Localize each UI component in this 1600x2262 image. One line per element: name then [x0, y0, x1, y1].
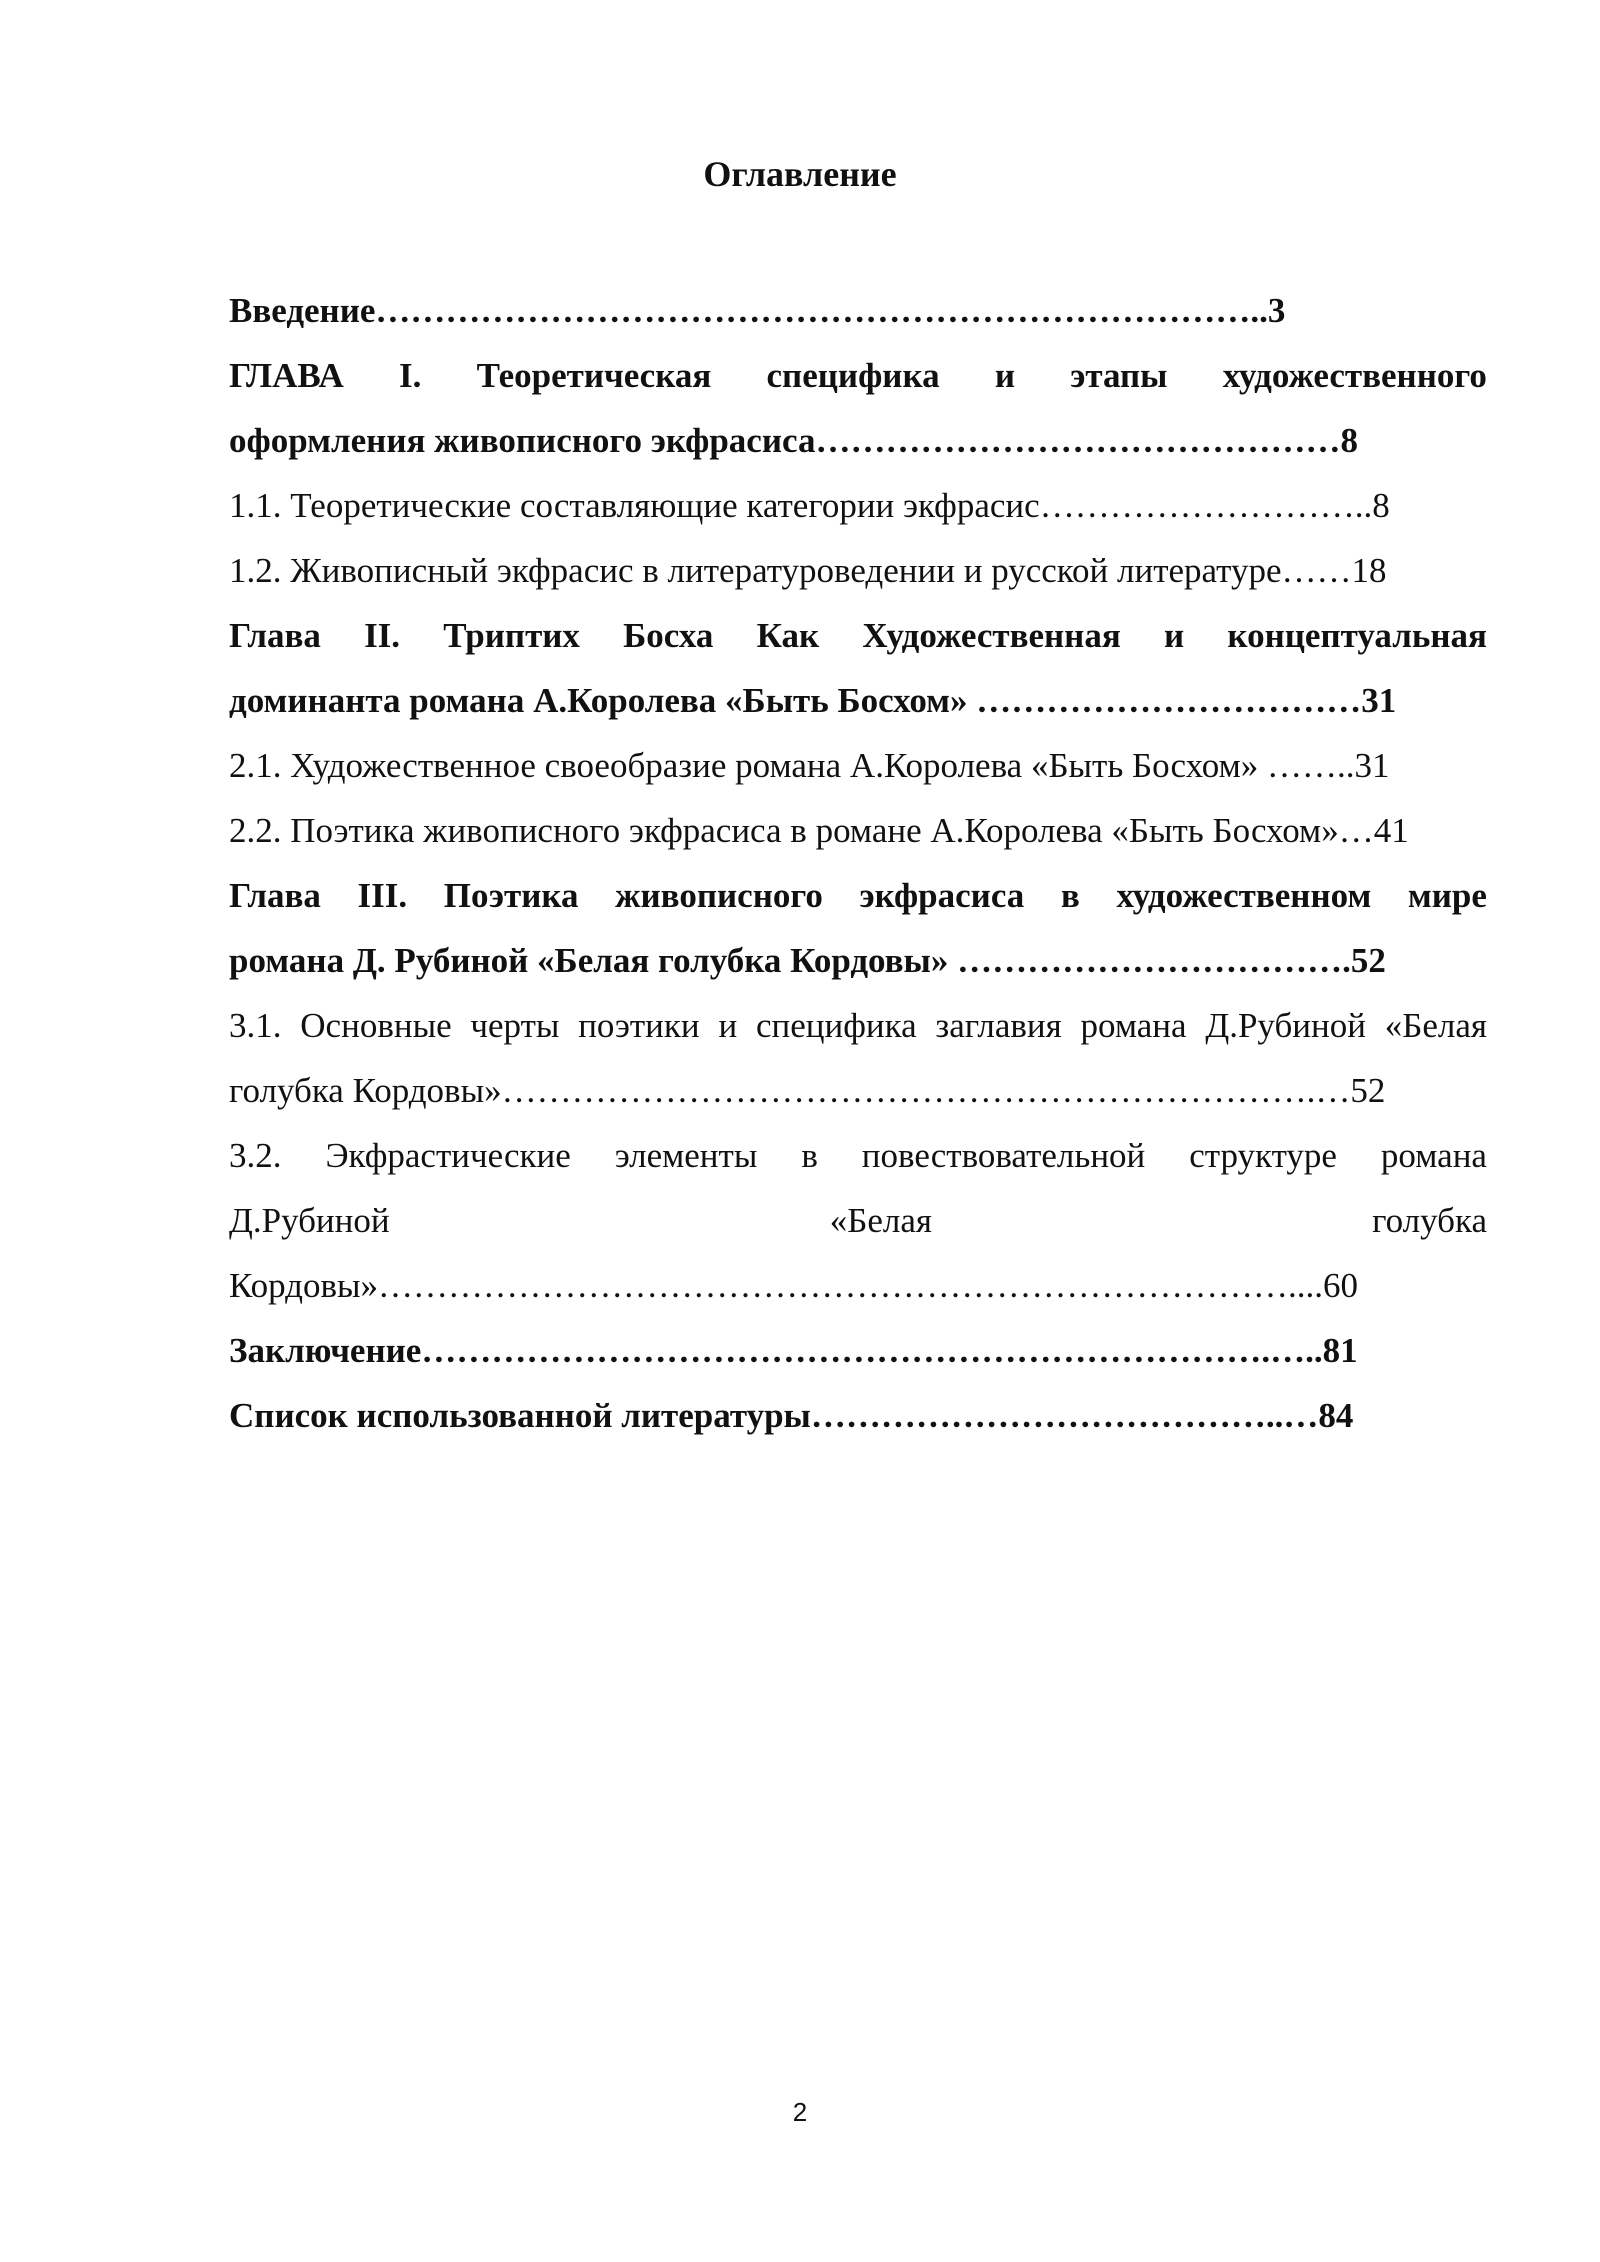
toc-word: Глава	[229, 616, 321, 655]
toc-word: поэтики	[578, 1006, 700, 1045]
toc-word: элементы	[614, 1136, 758, 1175]
toc-word: Поэтика	[443, 876, 579, 915]
toc-word: 3.1.	[229, 1006, 282, 1045]
toc-line: романа Д. Рубиной «Белая голубка Кордовы» …………………………….52	[229, 941, 1386, 980]
toc-word: в	[1060, 876, 1080, 915]
toc-line: 1.1. Теоретические составляющие категории экфрасис………………………..8	[229, 486, 1390, 525]
page-number: 2	[792, 2097, 808, 2127]
toc-word: Художественная	[862, 616, 1121, 655]
toc-word: Глава	[229, 876, 321, 915]
toc-word: и	[994, 356, 1015, 395]
toc-word: Как	[756, 616, 820, 655]
toc-word: заглавия	[935, 1006, 1062, 1045]
toc-word: романа	[1080, 1006, 1187, 1045]
toc-word: мире	[1407, 876, 1487, 915]
toc-line: голубка Кордовы»…………………………………………………………….…52	[229, 1071, 1386, 1110]
toc-line: Заключение……………………………………………………………….…..81	[229, 1331, 1358, 1370]
toc-word: Теоретическая	[476, 356, 712, 395]
toc-line: Введение…………………………………………………………………..3	[229, 291, 1286, 330]
toc-word: специфика	[755, 1006, 917, 1045]
toc-word: этапы	[1070, 356, 1168, 395]
toc-word: II.	[364, 616, 401, 655]
toc-word: Основные	[300, 1006, 452, 1045]
toc-word: Д.Рубиной	[1205, 1006, 1366, 1045]
toc-line	[229, 993, 1487, 1058]
toc-line: 2.1. Художественное своеобразие романа А.Королева «Быть Босхом» ……..31	[229, 746, 1390, 785]
toc-word: «Белая	[1384, 1006, 1487, 1045]
toc-word: специфика	[766, 356, 940, 395]
toc-word: художественного	[1222, 356, 1487, 395]
toc-line	[229, 343, 1487, 408]
toc-line: 2.2. Поэтика живописного экфрасиса в романе А.Королева «Быть Босхом»…41	[229, 811, 1409, 850]
toc-word: в	[801, 1136, 818, 1175]
toc-line: 1.2. Живописный экфрасис в литературоведении и русской литературе……18	[229, 551, 1387, 590]
toc-line: доминанта романа А.Королева «Быть Босхом» ……………………………31	[229, 681, 1397, 720]
toc-word: структуре	[1189, 1136, 1337, 1175]
toc-line	[229, 1188, 1487, 1253]
toc-word: ГЛАВА	[229, 356, 344, 395]
toc-word: голубка	[1372, 1201, 1487, 1240]
toc-word: Экфрастические	[325, 1136, 571, 1175]
toc-line: Кордовы»……………………………………………………………………....60	[229, 1266, 1358, 1305]
toc-word: повествовательной	[861, 1136, 1146, 1175]
toc-word: черты	[470, 1006, 560, 1045]
toc-word: и	[1164, 616, 1185, 655]
toc-word: романа	[1380, 1136, 1487, 1175]
toc-word: «Белая	[829, 1201, 933, 1240]
toc-line	[229, 863, 1487, 928]
toc-word: концептуальная	[1227, 616, 1487, 655]
toc-word: художественном	[1116, 876, 1372, 915]
toc-word: III.	[357, 876, 408, 915]
toc-line: Список использованной литературы…………………………………..…84	[229, 1396, 1354, 1435]
toc-word: и	[718, 1006, 738, 1045]
toc-word: живописного	[615, 876, 823, 915]
toc-word: Босха	[623, 616, 714, 655]
toc-line: оформления живописного экфрасиса………………………………………8	[229, 421, 1358, 460]
toc-line	[229, 1123, 1487, 1188]
toc-word: Триптих	[443, 616, 580, 655]
toc-word: I.	[398, 356, 422, 395]
toc-word: 3.2.	[229, 1136, 282, 1175]
toc-title: Оглавление	[703, 154, 897, 194]
toc-line	[229, 603, 1487, 668]
toc-word: экфрасиса	[859, 876, 1025, 915]
toc-word: Д.Рубиной	[229, 1201, 390, 1240]
table-of-contents	[229, 278, 1487, 1448]
